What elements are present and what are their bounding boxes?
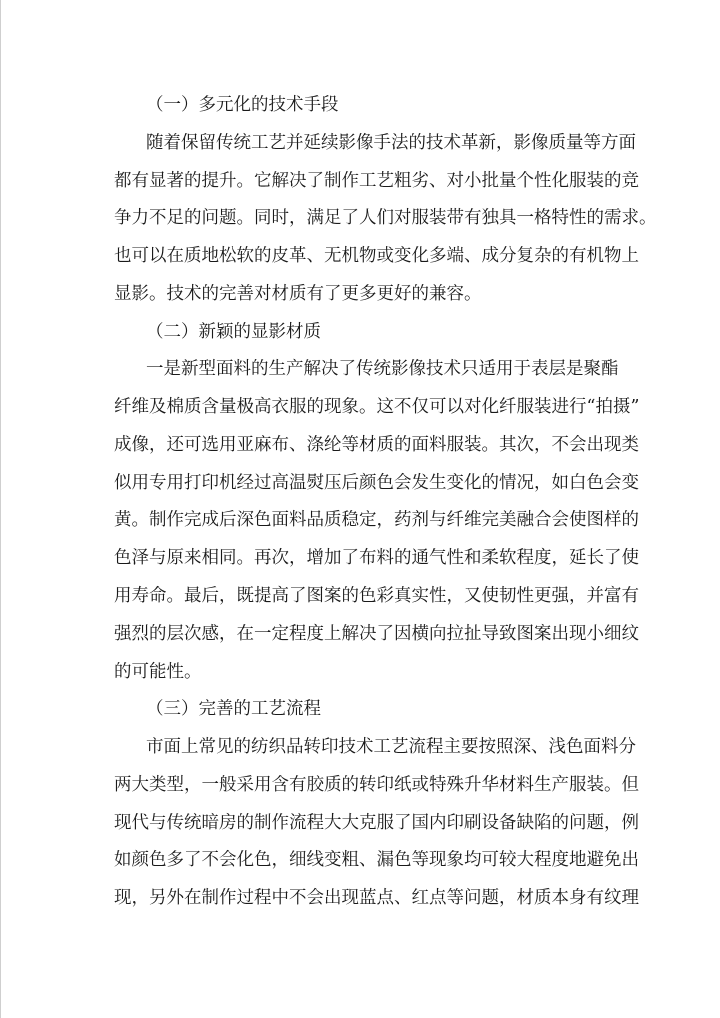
paragraph-line: 市面上常见的纺织品转印技术工艺流程主要按照深、浅色面料分 [146, 737, 636, 757]
paragraph-line: 似用专用打印机经过高温熨压后颜色会发生变化的情况，如白色会变 [114, 473, 639, 493]
paragraph-line: 现代与传统暗房的制作流程大大克服了国内印刷设备缺陷的问题，例 [114, 813, 639, 833]
paragraph-line: 的可能性。 [114, 662, 202, 682]
paragraph-line: 色泽与原来相同。再次，增加了布料的通气性和柔软程度，延长了使 [114, 548, 639, 568]
paragraph-line: 强烈的层次感，在一定程度上解决了因横向拉扯导致图案出现小细纹 [114, 624, 639, 644]
paragraph-line: 成像，还可选用亚麻布、涤纶等材质的面料服装。其次，不会出现类 [114, 435, 639, 455]
paragraph-line: 争力不足的问题。同时，满足了人们对服装带有独具一格特性的需求。 [114, 208, 657, 228]
section-heading-2: （二）新颖的显影材质 [146, 322, 321, 342]
paragraph-line: 也可以在质地松软的皮革、无机物或变化多端、成分复杂的有机物上 [114, 246, 639, 266]
paragraph-line: 两大类型，一般采用含有胶质的转印纸或特殊升华材料生产服装。但 [114, 775, 639, 795]
paragraph-line: 纤维及棉质含量极高衣服的现象。这不仅可以对化纤服装进行“拍摄” [114, 397, 640, 417]
paragraph-line: 如颜色多了不会化色，细线变粗、漏色等现象均可较大程度地避免出 [114, 850, 639, 870]
section-heading-1: （一）多元化的技术手段 [146, 95, 339, 115]
paragraph-line: 现，另外在制作过程中不会出现蓝点、红点等问题，材质本身有纹理 [114, 888, 639, 908]
section-heading-3: （三）完善的工艺流程 [146, 699, 321, 719]
paragraph-line: 黄。制作完成后深色面料品质稳定，药剂与纤维完美融合会使图样的 [114, 510, 639, 530]
paragraph-line: 用寿命。最后，既提高了图案的色彩真实性，又使韧性更强，并富有 [114, 586, 639, 606]
paragraph-line: 随着保留传统工艺并延续影像手法的技术革新，影像质量等方面 [146, 133, 636, 153]
paragraph-line: 显影。技术的完善对材质有了更多更好的兼容。 [114, 284, 482, 304]
paragraph-line: 都有显著的提升。它解决了制作工艺粗劣、对小批量个性化服装的竞 [114, 171, 639, 191]
paragraph-line: 一是新型面料的生产解决了传统影像技术只适用于表层是聚酯 [146, 359, 619, 379]
